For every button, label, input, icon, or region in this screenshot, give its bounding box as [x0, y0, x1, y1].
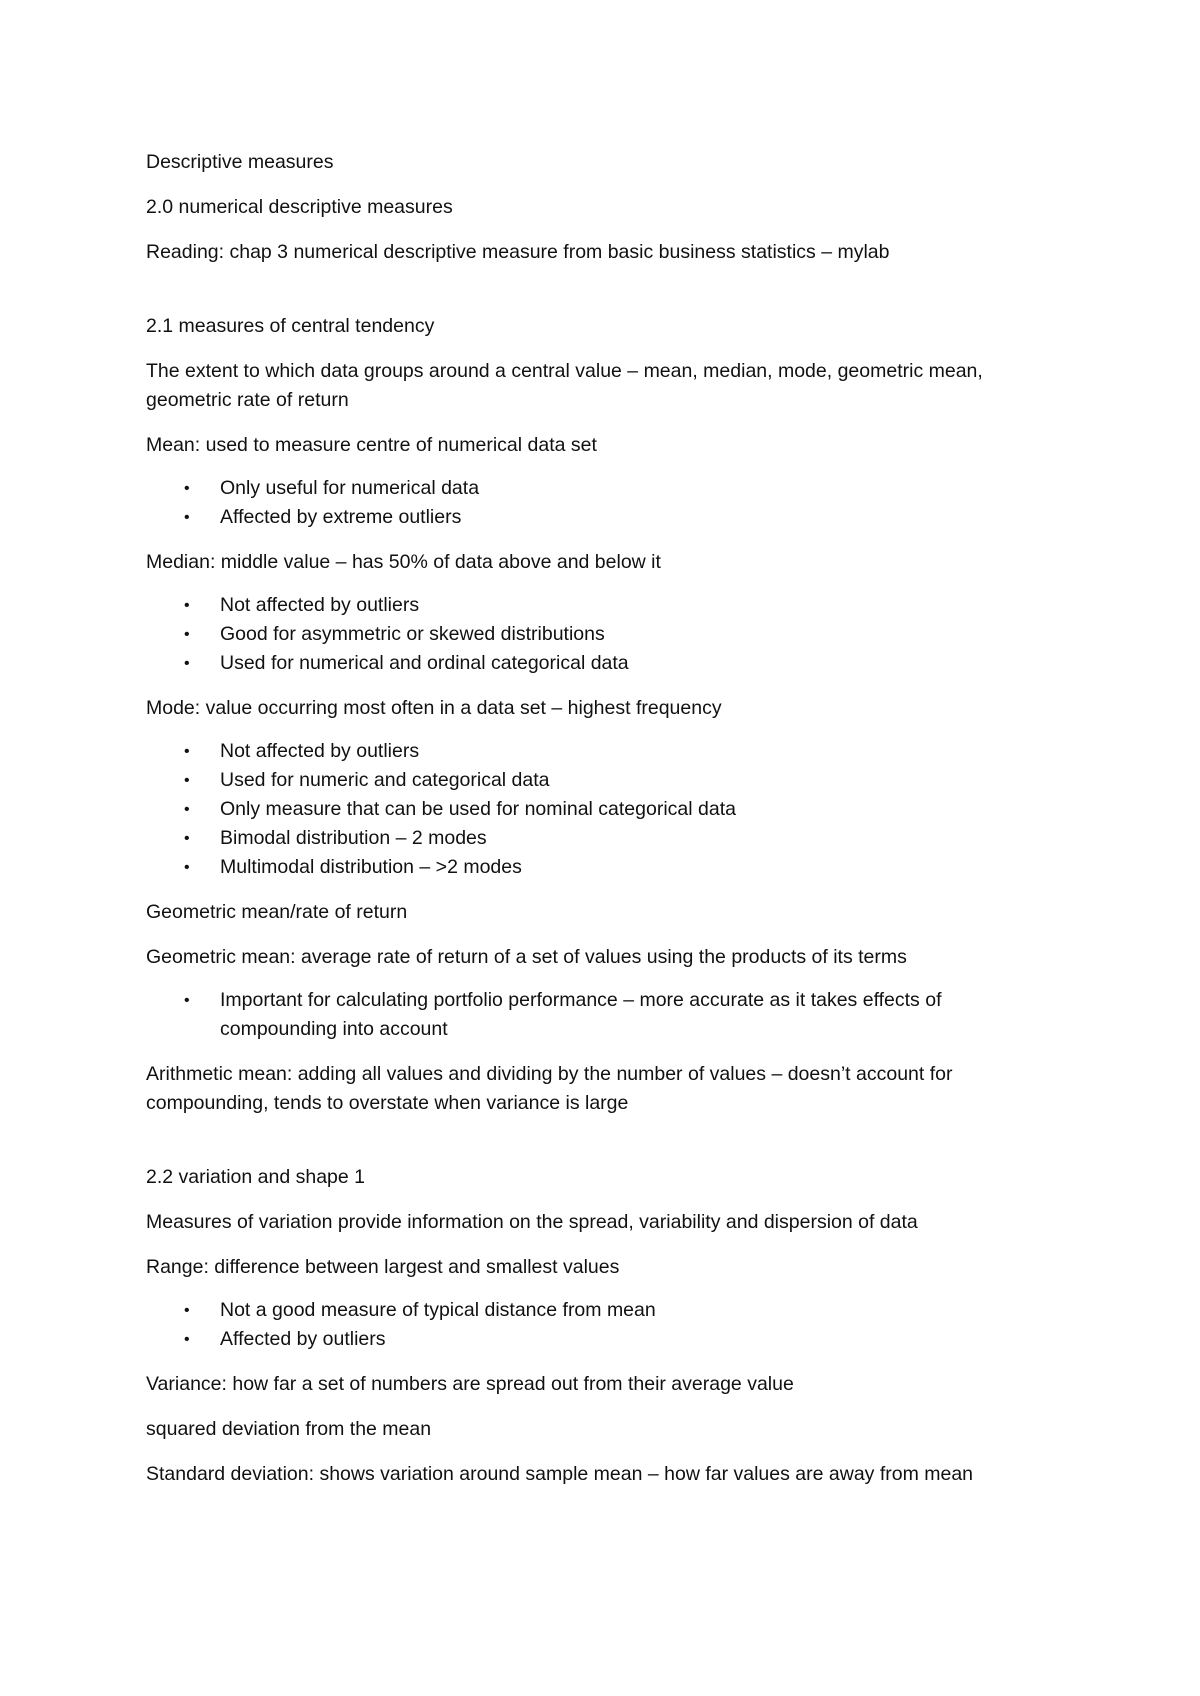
list-item: • Affected by outliers — [146, 1325, 1046, 1354]
standard-deviation-definition: Standard deviation: shows variation around sample mean – how far values are away from mean — [146, 1463, 974, 1485]
mean-bullet-list — [146, 474, 1046, 532]
list-item: • Good for asymmetric or skewed distributions — [146, 620, 1046, 649]
variance-definition: Variance: how far a set of numbers are spread out from their average value — [146, 1373, 794, 1395]
bullet-icon: • — [184, 859, 190, 876]
bullet-icon: • — [184, 655, 190, 672]
variation-intro: Measures of variation provide information on the spread, variability and dispersion of data — [146, 1211, 918, 1233]
bullet-icon: • — [184, 743, 190, 760]
list-item: • Not affected by outliers — [146, 591, 1046, 620]
list-item: • Important for calculating portfolio performance – more accurate as it takes effects of compounding into account — [146, 986, 1046, 1044]
list-item: • Not affected by outliers — [146, 737, 1046, 766]
list-item: • Multimodal distribution – >2 modes — [146, 853, 1046, 882]
bullet-icon: • — [184, 597, 190, 614]
blank-line — [146, 283, 1046, 312]
bullet-icon: • — [184, 1302, 190, 1319]
section-2-2-heading: 2.2 variation and shape 1 — [146, 1166, 365, 1188]
median-definition: Median: middle value – has 50% of data above and below it — [146, 551, 661, 573]
list-item: • Only measure that can be used for nominal categorical data — [146, 795, 1046, 824]
mode-definition: Mode: value occurring most often in a data set – highest frequency — [146, 697, 722, 719]
bullet-icon: • — [184, 1331, 190, 1348]
squared-deviation-line: squared deviation from the mean — [146, 1418, 432, 1440]
arithmetic-mean-definition: Arithmetic mean: adding all values and dividing by the number of values – doesn’t account for compounding, tends to overstate when variance is large — [146, 1063, 953, 1114]
range-bullet-list — [146, 1296, 1046, 1354]
geometric-bullet-list — [146, 986, 1046, 1044]
range-definition: Range: difference between largest and smallest values — [146, 1256, 620, 1278]
bullet-icon: • — [184, 509, 190, 526]
geometric-heading: Geometric mean/rate of return — [146, 901, 408, 923]
reading-line: Reading: chap 3 numerical descriptive measure from basic business statistics – mylab — [146, 241, 890, 263]
bullet-icon: • — [184, 772, 190, 789]
list-item: • Not a good measure of typical distance from mean — [146, 1296, 1046, 1325]
document-body — [146, 148, 1046, 1505]
mode-bullet-list — [146, 737, 1046, 882]
bullet-icon: • — [184, 830, 190, 847]
section-2-0-heading: 2.0 numerical descriptive measures — [146, 196, 453, 218]
bullet-icon: • — [184, 801, 190, 818]
mean-definition: Mean: used to measure centre of numerical data set — [146, 434, 597, 456]
section-2-1-heading: 2.1 measures of central tendency — [146, 315, 435, 337]
central-tendency-intro: The extent to which data groups around a central value – mean, median, mode, geometric mean, geometric rate of return — [146, 360, 983, 411]
blank-line — [146, 1134, 1046, 1163]
bullet-icon: • — [184, 626, 190, 643]
geometric-mean-definition: Geometric mean: average rate of return of a set of values using the products of its terms — [146, 946, 907, 968]
list-item: • Used for numeric and categorical data — [146, 766, 1046, 795]
median-bullet-list — [146, 591, 1046, 678]
list-item: • Only useful for numerical data — [146, 474, 1046, 503]
list-item: • Used for numerical and ordinal categorical data — [146, 649, 1046, 678]
document-title: Descriptive measures — [146, 151, 334, 173]
bullet-icon: • — [184, 480, 190, 497]
list-item: • Bimodal distribution – 2 modes — [146, 824, 1046, 853]
bullet-icon: • — [184, 992, 190, 1009]
list-item: • Affected by extreme outliers — [146, 503, 1046, 532]
